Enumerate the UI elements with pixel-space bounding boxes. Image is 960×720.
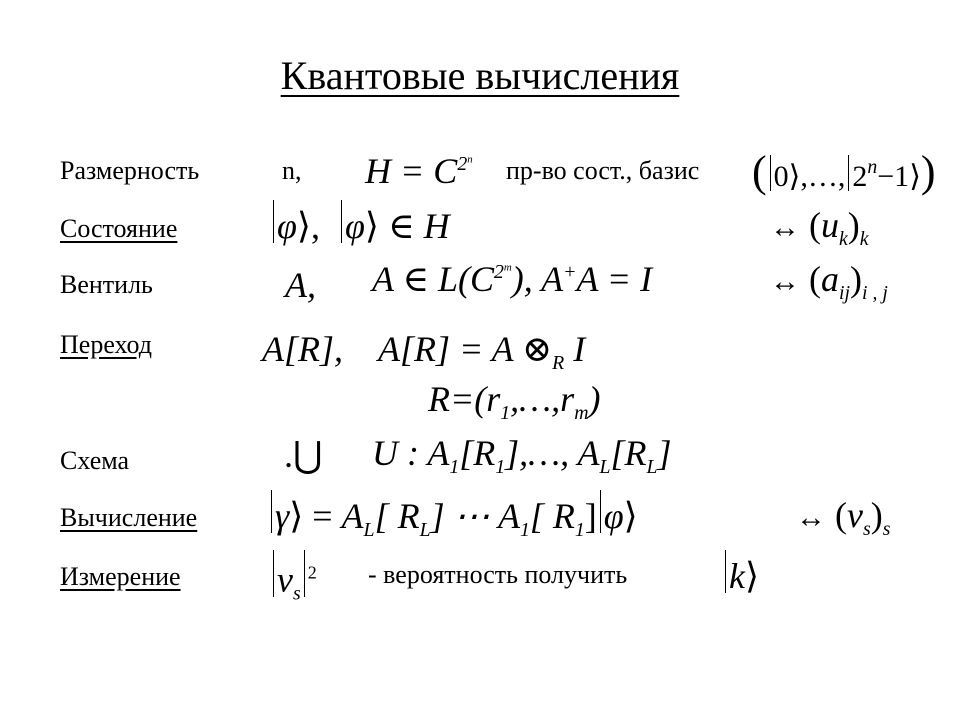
label-scheme: Схема	[60, 446, 130, 475]
state-vector: ↔ $(u_k)_k$	[770, 205, 869, 251]
measurement-prob: $v_s^2$	[270, 550, 317, 600]
label-measurement: Измерение	[60, 562, 181, 591]
union-symbol: .⋃	[284, 435, 323, 475]
label-state: Состояние	[60, 214, 178, 243]
scheme-def: U : $A_1[R_1],\dots$, $A_L[R_L]$	[372, 433, 672, 479]
label-gate: Вентиль	[60, 270, 153, 299]
hilbert-space-def: $H = C^{2^n}$	[365, 151, 473, 191]
label-computation: Вычисление	[60, 503, 198, 532]
computation-expr: γ⟩ = $A_L$[ $R_L$] ⋯ $A_1$[ $R_1$] φ⟩	[268, 490, 638, 537]
page-title: Квантовые вычисления	[280, 53, 680, 98]
measurement-ket: k⟩	[722, 550, 759, 597]
basis-set: ( 0⟩,…, $2^n-1⟩$)	[752, 147, 936, 196]
state-space-text: пр-во сост., базис	[506, 156, 700, 185]
probability-text: - вероятность получить	[368, 560, 628, 589]
gate-condition: A ∈ $L(C^{2^m})$, A+A = I	[372, 259, 653, 299]
label-transition: Переход	[60, 330, 153, 359]
transition-def: A[R] = A $\otimes_R$ I	[378, 329, 586, 375]
state-ket: φ⟩, φ⟩ ∈ H	[270, 200, 450, 247]
label-dimension: Размерность	[60, 156, 200, 185]
computation-vector: ↔ $(v_s)_s$	[796, 495, 891, 541]
gate-symbol: A,	[285, 265, 316, 305]
transition-expr: A[R],	[262, 329, 343, 369]
n-symbol: n,	[282, 156, 302, 185]
gate-matrix: ↔ $(a_{ij})_{i , j}$	[770, 259, 888, 305]
register-def: $R=(r_1,\dots,r_m)$	[428, 379, 601, 425]
